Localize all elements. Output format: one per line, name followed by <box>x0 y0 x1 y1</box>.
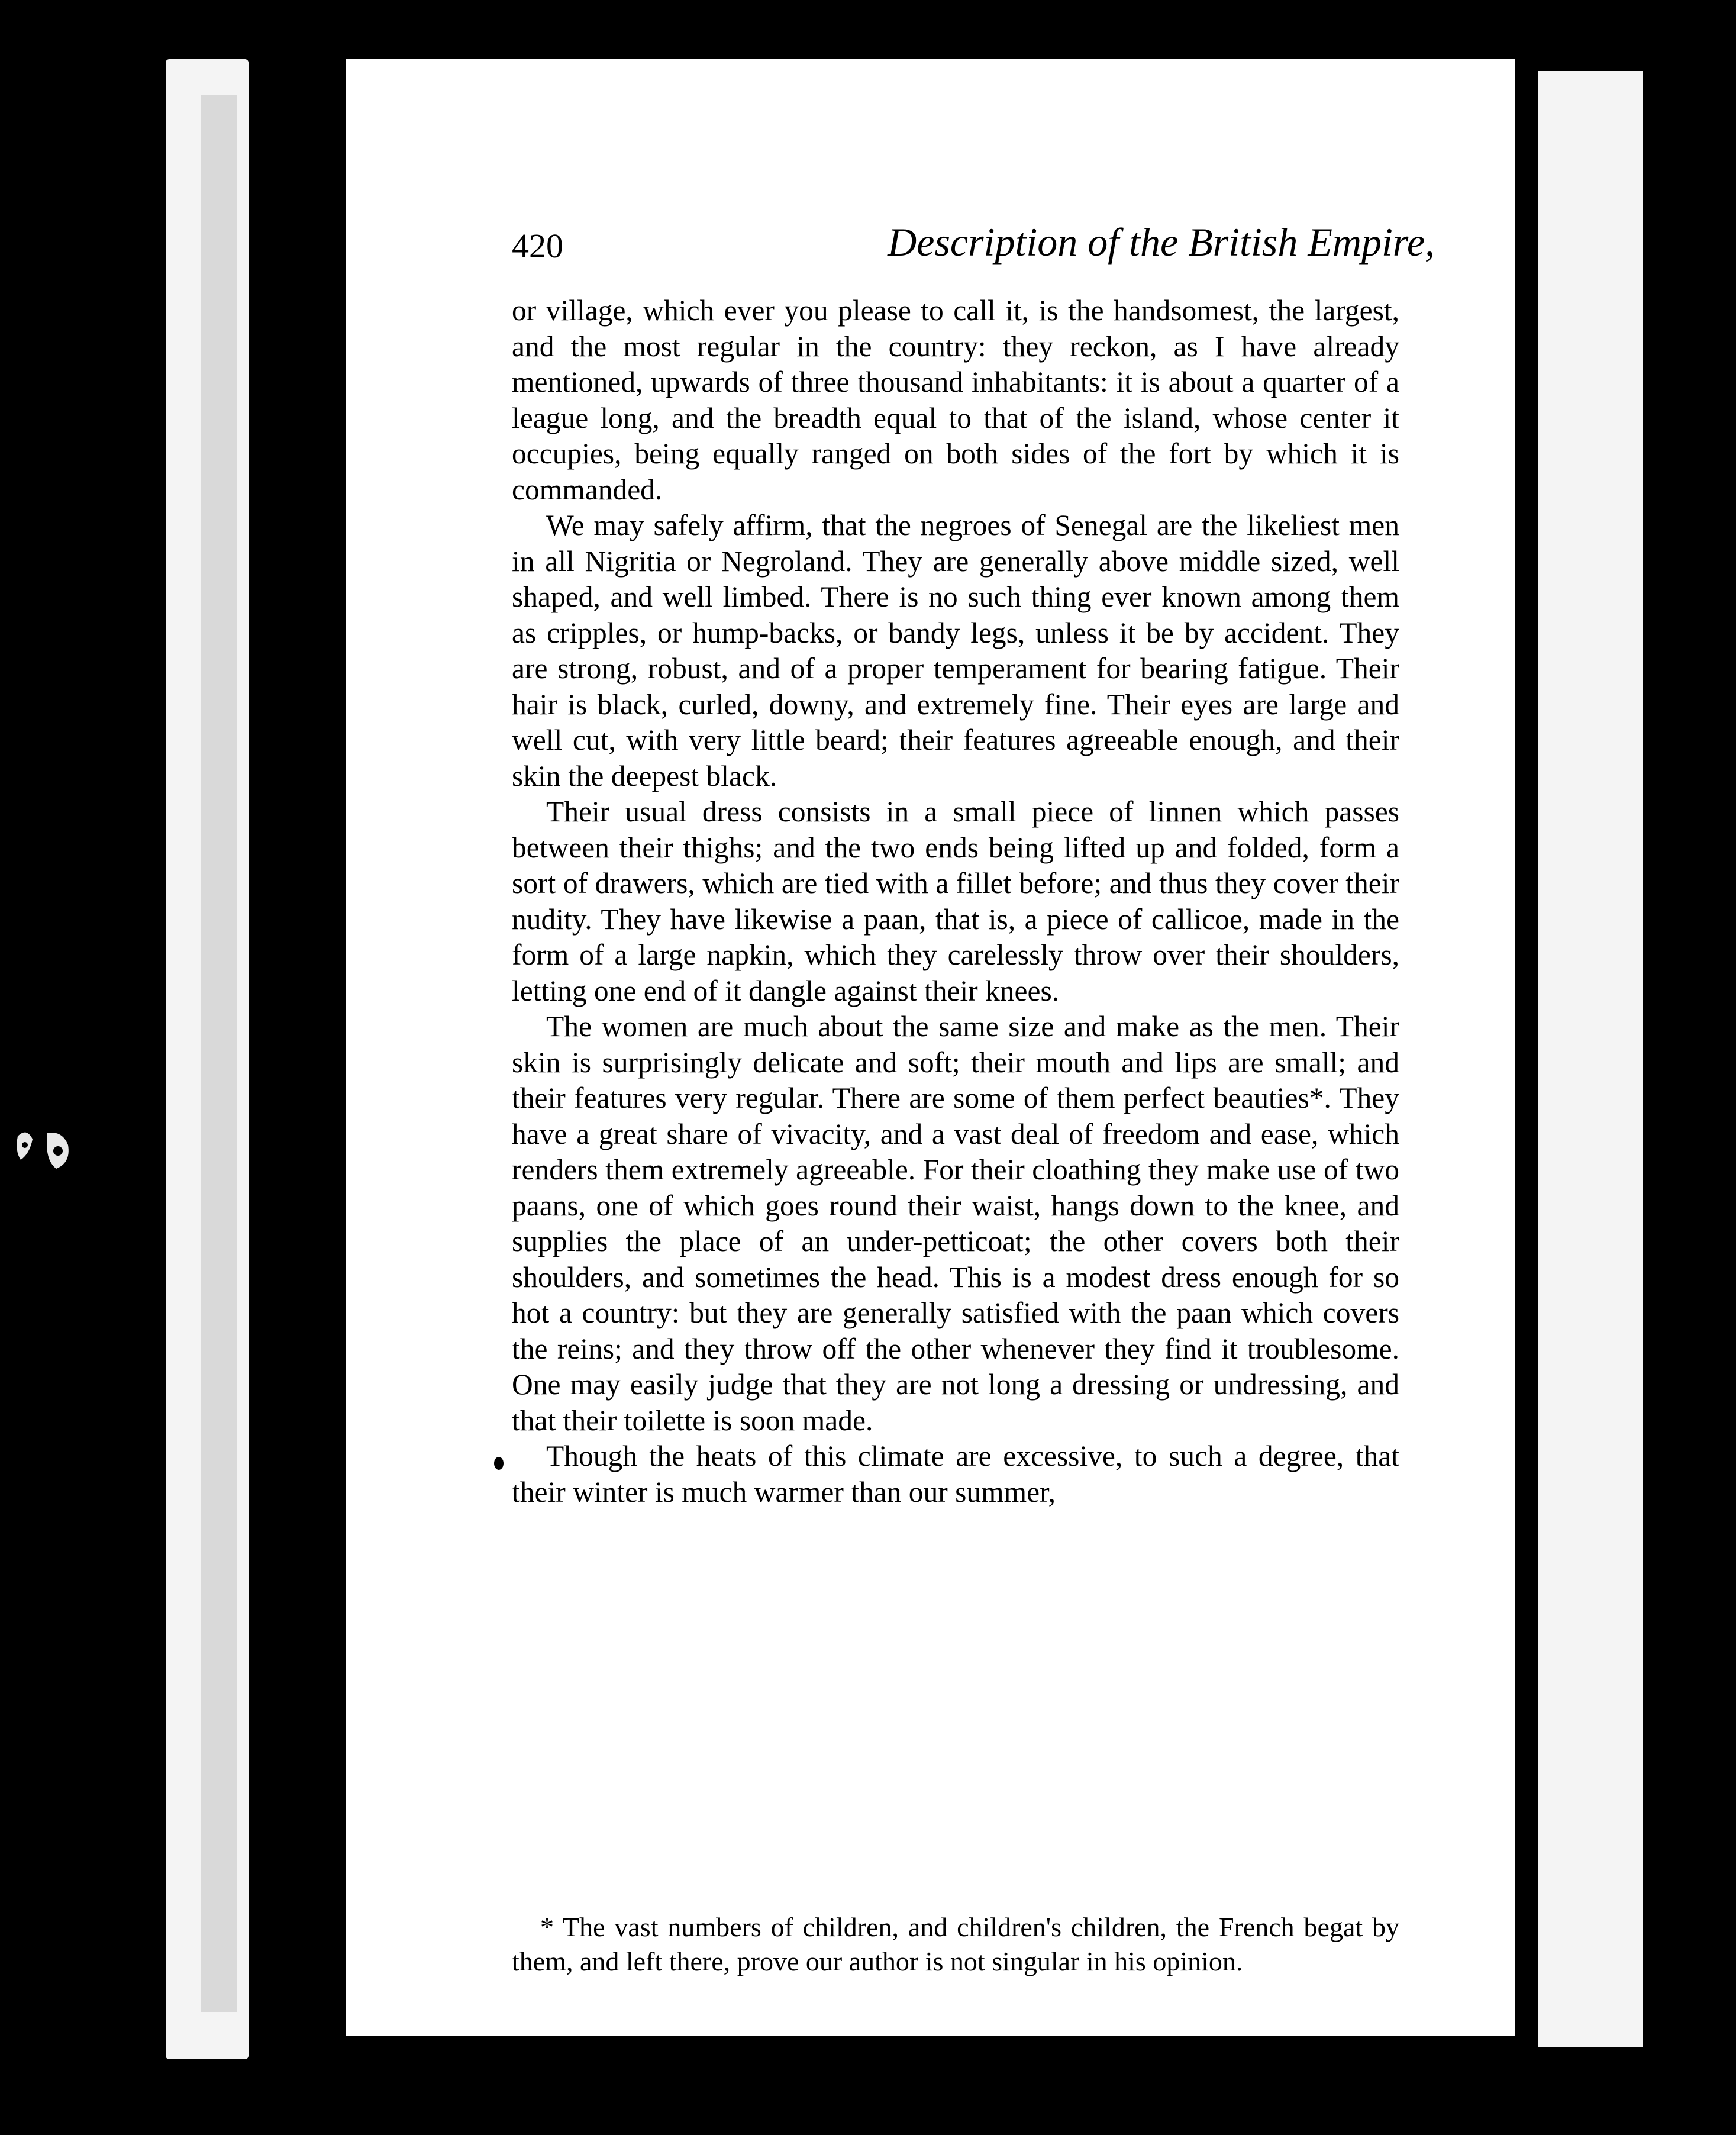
paragraph: Their usual dress consists in a small piece of linnen which passes between their thighs; and the two ends being lifted up and folded, form a sort of drawers, which are tied with a fillet before; and thus they cover their nudity. They have likewise a paan, that is, a piece of callicoe, made in the form of a large napkin, which they carelessly throw over their shoulders, letting one end of it dangle against their knees. <box>512 795 1399 1007</box>
running-title: Description of the British Empire, <box>888 220 1435 265</box>
footnote: * The vast numbers of children, and children's children, the French begat by them, and left there, prove our author is not singular in his opinion. <box>512 1912 1399 1976</box>
page-number: 420 <box>512 227 563 265</box>
left-page-edge-shade <box>201 95 237 2012</box>
stray-ink-marks <box>12 1124 83 1178</box>
catchword: in <box>1713 1978 1736 2011</box>
gutter-shadow <box>254 71 343 2024</box>
right-page-edge <box>1538 71 1643 2047</box>
page-header <box>512 213 1565 290</box>
body-text <box>512 293 1399 1510</box>
margin-ink-mark <box>494 1457 504 1470</box>
paragraph: We may safely affirm, that the negroes of Senegal are the likeliest men in all Nigritia or Negroland. They are generally above middle sized, well shaped, and well limbed. There is no such thing ever known among them as cripples, or hump-backs, or bandy legs, unless it be by accident. They are strong, robust, and of a proper temperament for bearing fatigue. Their hair is black, curled, downy, and extremely fine. Their eyes are large and well cut, with very little beard; their features agreeable enough, and their skin the deepest black. <box>512 509 1399 792</box>
paragraph: The women are much about the same size and make as the men. Their skin is surprisingly delicate and soft; their mouth and lips are small; and their features very regular. There are some of them perfect beauties*. They have a great share of vivacity, and a vast deal of freedom and ease, which renders them extremely agreeable. For their cloathing they make use of two paans, one of which goes round their waist, hangs down to the knee, and supplies the place of an under-petticoat; the other covers both their shoulders, and sometimes the head. This is a modest dress enough for so hot a country: but they are generally satisfied with the paan which covers the reins; and they throw off the other whenever they find it troublesome. One may easily judge that they are not long a dressing or undressing, and that their toilette is soon made. <box>512 1010 1399 1437</box>
paragraph: or village, which ever you please to call it, is the handsomest, the largest, and the most regular in the country: they reckon, as I have already mentioned, upwards of three thousand inhabitants: it is about a quarter of a league long, and the breadth equal to that of the island, whose center it occupies, being equally ranged on both sides of the fort by which it is commanded. <box>512 294 1399 506</box>
paragraph: Though the heats of this climate are excessive, to such a degree, that their winter is much warmer than our summer, <box>512 1440 1399 1508</box>
book-page <box>346 59 1736 2036</box>
